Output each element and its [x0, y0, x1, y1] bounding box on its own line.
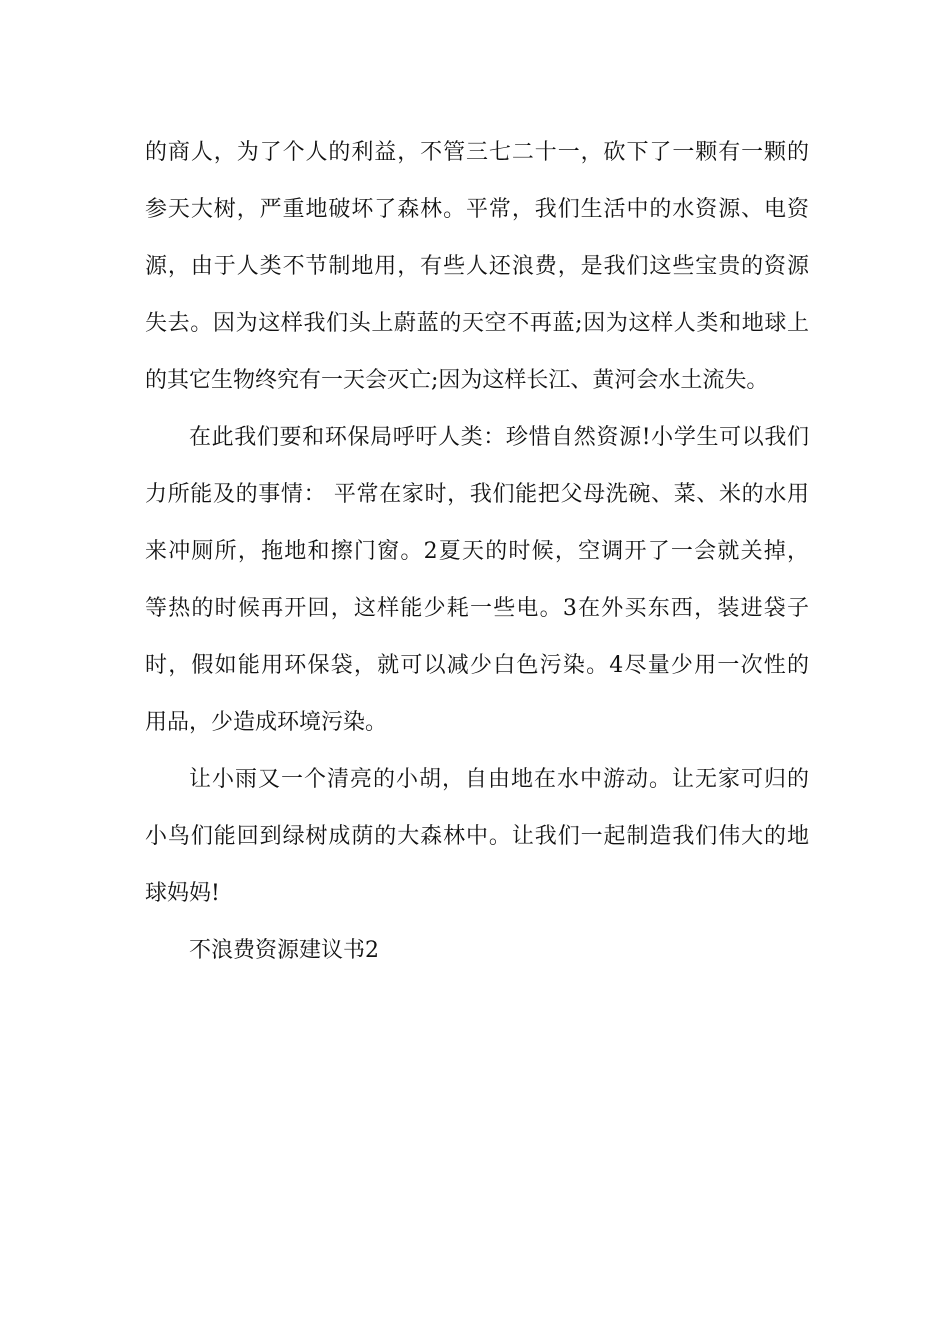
paragraph-2-line-2: 力所能及的事情： 平常在家时，我们能把父母洗碗、菜、米的水用 [145, 482, 809, 507]
paragraph-2-line-1: 在此我们要和环保局呼吁人类：珍惜自然资源!小学生可以我们 [189, 425, 809, 450]
document-body [145, 130, 809, 985]
section-title: 不浪费资源建议书2 [189, 938, 379, 963]
paragraph-1-line-3: 源，由于人类不节制地用，有些人还浪费，是我们这些宝贵的资源 [145, 254, 809, 279]
paragraph-3-line-3: 球妈妈! [145, 881, 220, 906]
paragraph-1-line-1: 的商人，为了个人的利益，不管三七二十一，砍下了一颗有一颗的 [145, 140, 809, 165]
paragraph-2-line-4: 等热的时候再开回，这样能少耗一些电。3在外买东西，装进袋子 [145, 596, 809, 621]
paragraph-1-line-4: 失去。因为这样我们头上蔚蓝的天空不再蓝;因为这样人类和地球上 [145, 311, 809, 336]
paragraph-3-line-2: 小鸟们能回到绿树成荫的大森林中。让我们一起制造我们伟大的地 [145, 824, 809, 849]
paragraph-2-line-6: 用品，少造成环境污染。 [145, 710, 388, 735]
paragraph-1-line-5: 的其它生物终究有一天会灭亡;因为这样长江、黄河会水土流失。 [145, 368, 769, 393]
paragraph-1-line-2: 参天大树，严重地破坏了森林。平常，我们生活中的水资源、电资 [145, 197, 809, 222]
paragraph-3-line-1: 让小雨又一个清亮的小胡，自由地在水中游动。让无家可归的 [189, 767, 809, 792]
paragraph-2-line-5: 时，假如能用环保袋，就可以减少白色污染。4尽量少用一次性的 [145, 653, 809, 678]
paragraph-2-line-3: 来冲厕所，拖地和擦门窗。2夏天的时候，空调开了一会就关掉， [145, 539, 809, 564]
